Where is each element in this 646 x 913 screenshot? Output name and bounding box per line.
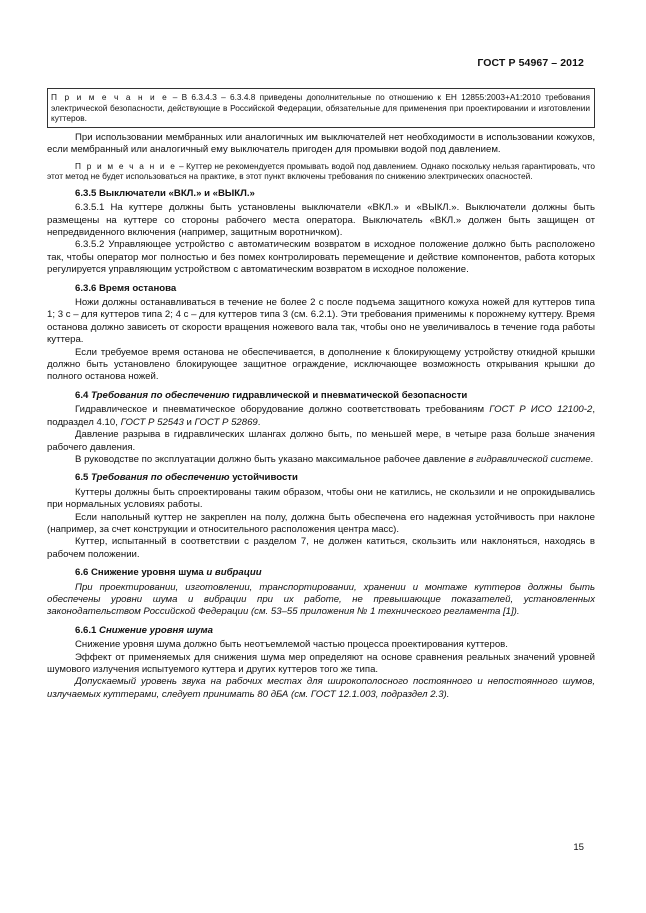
paragraph: Давление разрыва в гидравлических шлангах должно быть, по меньшей мере, в четыре раза больше значения рабочего давления. [47,429,595,453]
note-prefix: П р и м е ч а н и е [51,92,169,102]
paragraph-italic: Допускаемый уровень звука на рабочих местах для широкополосного постоянного и непостоянного шумов, излучаемых куттерами, следует принимать 80 дБА (см. ГОСТ 12.1.003, подраздел 2.3). [47,676,595,700]
paragraph: В руководстве по эксплуатации должно быть указано максимальное рабочее давление в гидравлической системе. [75,453,594,465]
heading-rest: устойчивости [229,472,298,484]
section-heading-6-4 [75,390,595,402]
heading-rest: гидравлической и пневматической безопасности [229,389,468,401]
paragraph: 6.3.5.2 Управляющее устройство с автоматическим возвратом в исходное положение должно быть расположено так, чтобы оператор мог полностью и без помех контролировать перемещение и действие компонентов, работа которых регулируется управляющим устройством с автоматическим возвратом в исходное положение. [47,239,595,276]
heading-plain: 6.6 Снижение уровня шума [75,567,207,579]
section-heading-6-6-1 [75,625,595,637]
paragraph: Снижение уровня шума должно быть неотъемлемой частью процесса проектирования куттеров. [75,639,508,651]
heading-italic: Требования по обеспечению [91,389,230,401]
standard-reference: ГОСТ Р 52869 [194,416,258,428]
heading-number: 6.4 [75,389,92,401]
paragraph: 6.3.5.1 На куттере должны быть установлены выключатели «ВКЛ.» и «ВЫКЛ.». Выключатели должны быть размещены на куттере со стороны рабочего места оператора. Выключатель «ВКЛ.» должен быть защищен от непредвиденного включения (например, защитным воротничком). [47,202,595,238]
heading-number: 6.6.1 [75,624,100,636]
heading-italic: Снижение уровня шума [99,624,213,636]
note [47,161,595,182]
heading-number: 6.5 [75,472,92,484]
paragraph: Ножи должны останавливаться в течение не более 2 с после подъема защитного кожуха ножей для куттеров типа 1; 3 с – для куттеров типа 2; 4 с – для куттеров типа 3 (см. 6.2.1). Эти требования применимы к порожнему куттеру. Время останова должно зависеть от скорости вращения ножевого вала так, чтобы оно не увеличивалось в течение года работы куттера. [47,297,595,346]
paragraph: Если напольный куттер не закреплен на полу, должна быть обеспечена его надежная устойчивость при наклоне (например, за счет конструкции и относительного расположения центра масс). [47,511,595,535]
document-header: ГОСТ Р 54967 – 2012 [477,57,584,69]
paragraph: Куттеры должны быть спроектированы таким образом, чтобы они не катились, не скользили и не опрокидывались при нормальных условиях работы. [47,486,595,511]
page-content [47,88,595,701]
paragraph: Эффект от применяемых для снижения шума мер определяют на основе сравнения реальных значений уровней шумового излучения испытуемого куттера и других куттеров того же типа. [47,651,595,675]
note-text: – Куттер не рекомендуется промывать водой под давлением. Однако поскольку нельзя гарантировать, что этот метод не будет использоваться на практике, в этот пункт включены требования по снижению электрических опасностей. [47,160,595,182]
section-heading-6-5 [75,472,595,484]
standard-reference: ГОСТ Р 52543 [120,416,184,428]
paragraph: Гидравлическое и пневматическое оборудование должно соответствовать требованиям ГОСТ Р ИСО 12100-2, подраздел 4.10, ГОСТ Р 52543 и ГОСТ Р 52869. [47,404,595,428]
heading-italic: и вибрации [206,567,262,579]
paragraph: При использовании мембранных или аналогичных им выключателей нет необходимости в использовании кожухов, если мембранный или аналогичный ему выключатель пригоден для промывки водой под давлением. [47,131,595,156]
paragraph: Куттер, испытанный в соответствии с разделом 7, не должен катиться, скользить или наклоняться, находясь в рабочем положении. [47,536,595,560]
italic-text: в гидравлической системе [468,453,591,465]
standard-reference: ГОСТ Р ИСО 12100-2 [489,404,593,416]
heading-italic: Требования по обеспечению [91,472,230,484]
note-prefix: П р и м е ч а н и е [75,160,177,171]
section-heading-6-3-5: 6.3.5 Выключатели «ВКЛ.» и «ВЫКЛ.» [75,187,255,199]
note-box [47,88,595,128]
paragraph: Если требуемое время останова не обеспечивается, в дополнение к блокирующему устройству откидной крышки должно быть установлено блокирующее защитное ограждение, исключающее возможность открывания крышки до полного останова ножей. [47,346,595,383]
section-heading-6-6 [75,567,595,579]
note-text: – В 6.3.4.3 – 6.3.4.8 приведены дополнительные по отношению к ЕН 12855:2003+А1:2010 требования электрической безопасности, действующие в Российской Федерации, обязательные для применения при проектировании и изготовлении куттеров. [51,92,591,124]
section-heading-6-3-6: 6.3.6 Время останова [75,282,177,294]
paragraph-italic: При проектировании, изготовлении, транспортировании, хранении и монтаже куттеров должны быть обеспечены уровни шума и вибрации при их работе, не превышающие показателей, установленных законодательством Российской Федерации (см. 53–55 приложения № 1 технического регламента [1]). [47,581,595,618]
page-number: 15 [573,842,584,853]
